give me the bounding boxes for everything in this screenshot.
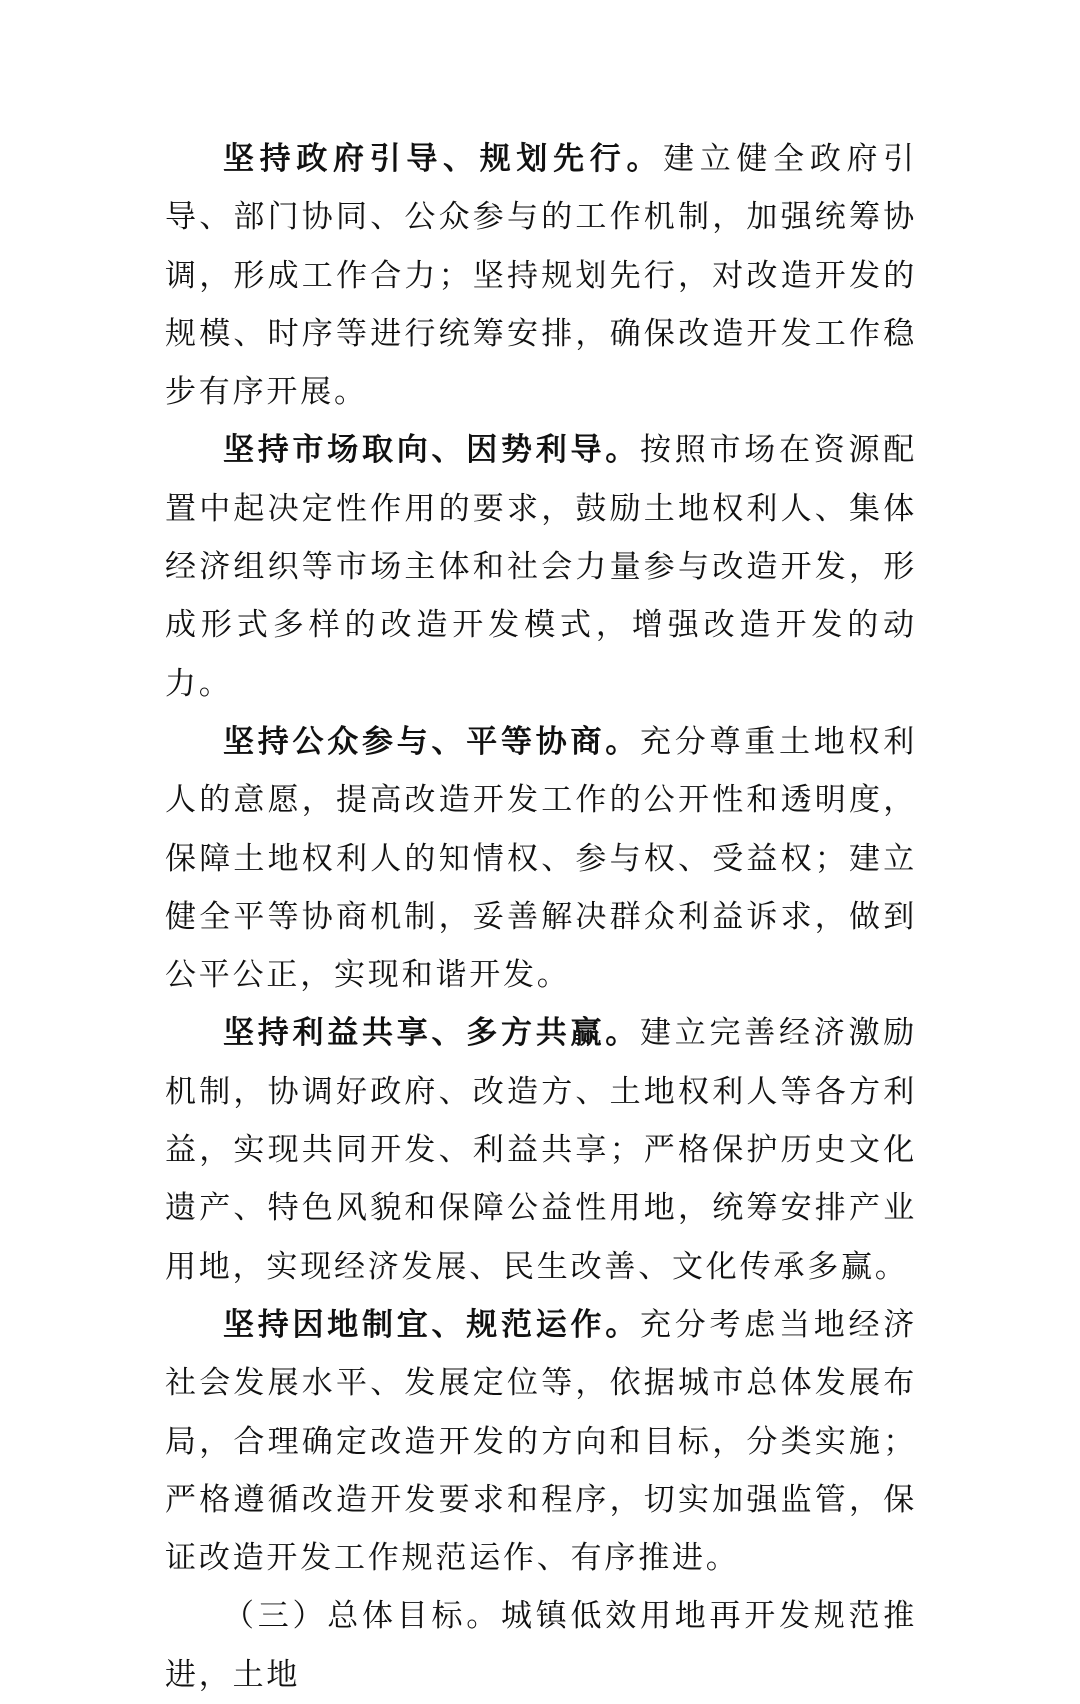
paragraph-heading: 坚持利益共享、多方共赢。: [223, 1015, 640, 1052]
paragraph-text: 按照市场在资源配置中起决定性作用的要求，鼓励土地权利人、集体经济组织等市场主体和社会力量参与改造开发，形成形式多样的改造开发模式，增强改造开发的动力。: [165, 432, 917, 702]
paragraph-text: （三）总体目标。城镇低效用地再开发规范推进，土地: [165, 1598, 917, 1693]
paragraph-heading: 坚持市场取向、因势利导。: [223, 432, 640, 469]
paragraph-market-orientation: [165, 421, 917, 712]
paragraph-government-guidance: [165, 130, 917, 421]
paragraph-overall-goal: [165, 1587, 917, 1704]
paragraph-text: 建立完善经济激励机制，协调好政府、改造方、土地权利人等各方利益，实现共同开发、利益共享；严格保护历史文化遗产、特色风貌和保障公益性用地，统筹安排产业用地，实现经济发展、民生改善、文化传承多赢。: [165, 1015, 917, 1285]
paragraph-text: 充分尊重土地权利人的意愿，提高改造开发工作的公开性和透明度，保障土地权利人的知情权、参与权、受益权；建立健全平等协商机制，妥善解决群众利益诉求，做到公平公正，实现和谐开发。: [165, 723, 917, 994]
paragraph-local-conditions: [165, 1296, 917, 1587]
paragraph-public-participation: [165, 713, 917, 1004]
paragraph-heading: 坚持因地制宜、规范运作。: [223, 1306, 640, 1343]
paragraph-heading: 坚持政府引导、规划先行。: [223, 141, 664, 177]
paragraph-text: 建立健全政府引导、部门协同、公众参与的工作机制，加强统筹协调，形成工作合力；坚持规划先行，对改造开发的规模、时序等进行统筹安排，确保改造开发工作稳步有序开展。: [165, 141, 917, 411]
document-body: [165, 130, 917, 1704]
paragraph-heading: 坚持公众参与、平等协商。: [223, 723, 640, 760]
paragraph-shared-benefits: [165, 1004, 917, 1295]
paragraph-text: 充分考虑当地经济社会发展水平、发展定位等，依据城市总体发展布局，合理确定改造开发的方向和目标，分类实施；严格遵循改造开发要求和程序，切实加强监管，保证改造开发工作规范运作、有序推进。: [165, 1306, 917, 1577]
